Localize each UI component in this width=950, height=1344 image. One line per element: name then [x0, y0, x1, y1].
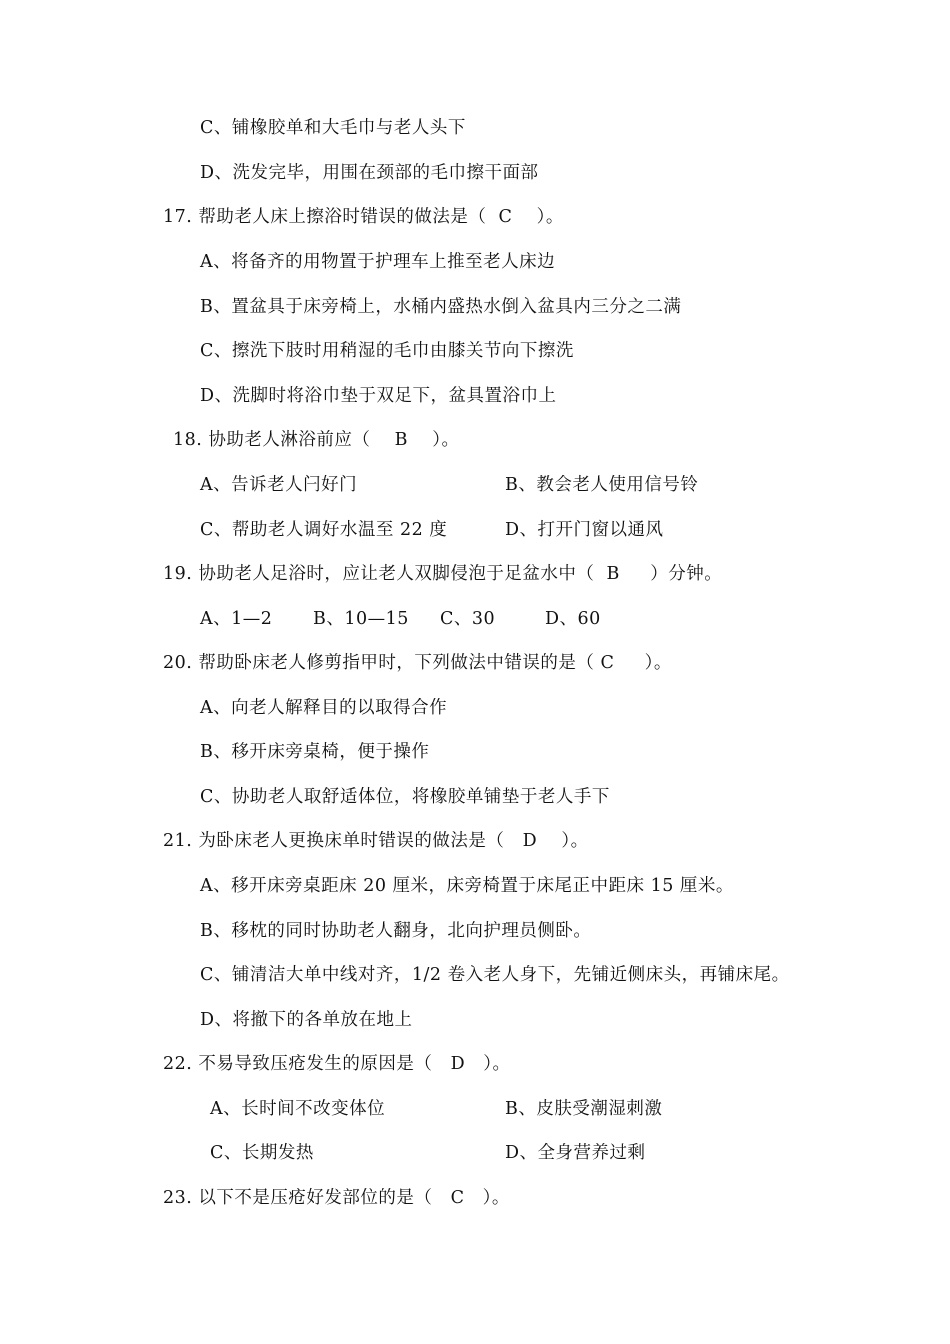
q17-option-b: B、置盆具于床旁椅上，水桶内盛热水倒入盆具内三分之二满 [200, 297, 682, 317]
q19-option-d: D、60 [545, 609, 601, 629]
q22-option-d: D、全身营养过剩 [505, 1143, 646, 1163]
q20-option-b: B、移开床旁桌椅，便于操作 [200, 742, 430, 762]
q21-option-d: D、将撤下的各单放在地上 [200, 1010, 413, 1030]
q22-option-b: B、皮肤受潮湿刺激 [505, 1099, 663, 1119]
q18-option-d: D、打开门窗以通风 [505, 520, 664, 540]
q20-option-a: A、向老人解释目的以取得合作 [200, 698, 448, 718]
question-21: 21. 为卧床老人更换床单时错误的做法是（ D ）。 [163, 831, 589, 851]
q22-option-a: A、长时间不改变体位 [210, 1099, 386, 1119]
q18-option-b: B、教会老人使用信号铃 [505, 475, 699, 495]
q19-option-c: C、30 [440, 609, 496, 629]
q18-option-c: C、帮助老人调好水温至 22 度 [200, 520, 448, 540]
question-18: 18. 协助老人淋浴前应（ B ）。 [173, 430, 460, 450]
question-23: 23. 以下不是压疮好发部位的是（ C ）。 [163, 1188, 510, 1208]
question-17: 17. 帮助老人床上擦浴时错误的做法是（ C ）。 [163, 207, 564, 227]
q17-option-a: A、将备齐的用物置于护理车上推至老人床边 [200, 252, 556, 272]
q16-option-c: C、铺橡胶单和大毛巾与老人头下 [200, 118, 466, 138]
q19-option-b: B、10—15 [313, 609, 409, 629]
q16-option-d: D、洗发完毕，用围在颈部的毛巾擦干面部 [200, 163, 539, 183]
question-20: 20. 帮助卧床老人修剪指甲时，下列做法中错误的是（ C ）。 [163, 653, 672, 673]
q17-option-c: C、擦洗下肢时用稍湿的毛巾由膝关节向下擦洗 [200, 341, 574, 361]
q21-option-c: C、铺清洁大单中线对齐，1/2 卷入老人身下，先铺近侧床头，再铺床尾。 [200, 965, 790, 985]
q19-option-a: A、1—2 [200, 609, 273, 629]
q22-option-c: C、长期发热 [210, 1143, 314, 1163]
question-19: 19. 协助老人足浴时，应让老人双脚侵泡于足盆水中（ B ）分钟。 [163, 564, 723, 584]
q20-option-c: C、协助老人取舒适体位，将橡胶单铺垫于老人手下 [200, 787, 610, 807]
question-22: 22. 不易导致压疮发生的原因是（ D ）。 [163, 1054, 511, 1074]
q18-option-a: A、告诉老人闩好门 [200, 475, 358, 495]
q21-option-a: A、移开床旁桌距床 20 厘米，床旁椅置于床尾正中距床 15 厘米。 [200, 876, 734, 896]
q21-option-b: B、移枕的同时协助老人翻身，北向护理员侧卧。 [200, 921, 592, 941]
q17-option-d: D、洗脚时将浴巾垫于双足下，盆具置浴巾上 [200, 386, 557, 406]
